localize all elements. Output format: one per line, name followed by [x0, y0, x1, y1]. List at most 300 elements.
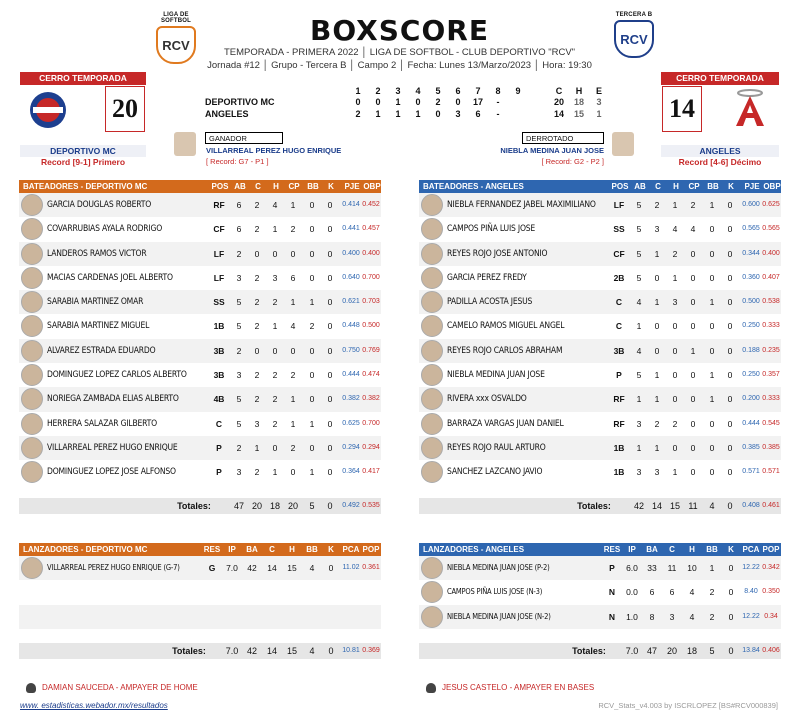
stat-cell: 0 — [709, 224, 715, 235]
stat-cell: 3 — [272, 272, 278, 283]
stat-cell: 2 — [309, 321, 315, 332]
stat-cell: LF — [213, 272, 225, 283]
stat-cell: 0 — [654, 272, 660, 283]
column-header: PJE — [744, 182, 760, 191]
stat-cell: 5 — [236, 297, 242, 308]
table-row — [419, 217, 781, 241]
stat-cell: 0.750 — [342, 346, 360, 354]
stat-cell: 0 — [327, 467, 333, 478]
stat-cell: 0 — [290, 345, 296, 356]
stat-cell: SS — [613, 224, 625, 235]
winner-name: VILLARREAL PEREZ HUGO ENRIQUE — [206, 146, 342, 155]
stat-cell: 6 — [649, 587, 655, 598]
totals-cell: 7.0 — [625, 646, 639, 656]
stat-cell: 0.452 — [362, 201, 380, 208]
stat-cell: 1B — [213, 321, 225, 332]
stat-cell: 0 — [672, 370, 678, 381]
stat-cell: 0 — [727, 467, 733, 478]
inning-runs: 1 — [375, 109, 381, 119]
stat-cell: 1 — [272, 321, 278, 332]
stat-cell: 0.545 — [762, 419, 780, 427]
totals-cell: 0.492 — [342, 502, 360, 509]
stat-cell: 0.769 — [362, 346, 380, 354]
stat-cell: LF — [613, 200, 625, 210]
stat-cell: 7.0 — [226, 563, 238, 573]
stat-cell: 0.571 — [762, 468, 780, 476]
player-name: SARABIA MARTINEZ MIGUEL — [47, 321, 150, 332]
stat-cell: 0.621 — [342, 298, 360, 306]
column-header: BB — [706, 545, 718, 554]
stat-cell: 0 — [690, 442, 696, 453]
column-header: AB — [234, 182, 246, 191]
away-team-record: Record [4-6] Décimo — [678, 157, 762, 167]
stat-cell: 5 — [236, 321, 242, 332]
pitcher-name: NIEBLA MEDINA JUAN JOSE (P-2) — [447, 563, 550, 572]
stat-cell: 1 — [290, 418, 296, 429]
stat-cell: 3B — [213, 345, 225, 356]
stat-cell: 0 — [290, 248, 296, 259]
player-name: ALVAREZ ESTRADA EDUARDO — [47, 345, 156, 356]
inning-runs: - — [496, 109, 500, 119]
stat-cell: 0 — [327, 200, 333, 210]
totals-cell: 18 — [686, 646, 697, 656]
stat-cell: 0.400 — [362, 249, 380, 257]
totals-label: Totales: — [577, 501, 611, 511]
stat-cell: 3 — [254, 418, 260, 429]
stat-cell: 0.417 — [362, 468, 380, 476]
stat-cell: 0 — [728, 587, 734, 598]
player-name: GARCIA PEREZ FREDY — [447, 272, 527, 283]
stat-cell: 1 — [636, 394, 642, 405]
pitcher-name: VILLARREAL PEREZ HUGO ENRIQUE (G-7) — [47, 563, 180, 572]
player-avatar — [421, 413, 443, 435]
stat-cell: 0.448 — [342, 322, 360, 330]
stat-cell: 0.500 — [742, 298, 760, 306]
table-row — [19, 193, 381, 217]
stat-cell: 0 — [309, 272, 315, 283]
player-avatar — [21, 437, 43, 459]
stat-cell: 0 — [327, 345, 333, 356]
totals-cell: 13.84 — [742, 647, 760, 654]
stat-cell: 2 — [290, 224, 296, 235]
table-title: BATEADORES - ANGELES — [423, 182, 524, 191]
column-header: PCA — [742, 545, 760, 554]
table-title: LANZADORES - DEPORTIVO MC — [23, 545, 148, 554]
stat-cell: 4 — [272, 200, 278, 210]
stat-cell: P — [609, 563, 615, 573]
empty-row — [19, 580, 381, 604]
column-header: IP — [628, 545, 636, 554]
player-avatar — [421, 243, 443, 265]
stat-cell: 0 — [309, 200, 315, 210]
player-name: SANCHEZ LAZCANO JAVIO — [447, 467, 543, 478]
stat-cell: 1 — [654, 442, 660, 453]
stat-cell: 0 — [290, 467, 296, 478]
stat-cell: 1 — [254, 442, 260, 453]
player-avatar — [21, 291, 43, 313]
player-avatar — [421, 606, 443, 628]
stat-cell: 1 — [290, 297, 296, 308]
inning-header: 3 — [395, 86, 401, 96]
player-avatar — [21, 218, 43, 240]
player-avatar — [421, 218, 443, 240]
away-score: 14 — [662, 86, 702, 132]
linescore-c: 14 — [553, 109, 564, 119]
stat-cell: 10 — [687, 563, 697, 573]
stat-cell: 1 — [309, 418, 315, 429]
inning-runs: 1 — [415, 109, 421, 119]
stat-cell: 2 — [672, 418, 678, 429]
totals-cell: 0.461 — [762, 502, 780, 509]
column-header: K — [328, 182, 334, 191]
stat-cell: 1 — [672, 200, 678, 210]
stat-cell: 6 — [236, 200, 242, 210]
inning-runs: 0 — [415, 97, 421, 107]
results-link[interactable]: www. estadisticas.webador.mx/resultados — [20, 701, 168, 710]
totals-cell: 0.535 — [362, 502, 380, 509]
totals-cell: 14 — [266, 646, 277, 656]
loser-photo — [612, 132, 634, 156]
player-avatar — [421, 194, 443, 216]
stat-cell: 2 — [254, 321, 260, 332]
stat-cell: 0.400 — [762, 249, 780, 257]
stat-cell: 0 — [254, 345, 260, 356]
stat-cell: LF — [213, 248, 225, 259]
totals-cell: 15 — [286, 646, 297, 656]
player-name: DOMINGUEZ LOPEZ CARLOS ALBERTO — [47, 370, 187, 381]
totals-cell: 0.406 — [762, 647, 780, 654]
stat-cell: 5 — [636, 272, 642, 283]
stat-cell: 0.385 — [742, 443, 760, 451]
stat-cell: 1.0 — [626, 611, 638, 622]
stat-cell: 2B — [613, 272, 625, 283]
column-header: POS — [211, 182, 229, 191]
table-row — [419, 242, 781, 266]
totals-label: Totales: — [177, 501, 211, 511]
table-header — [419, 543, 781, 556]
stat-cell: 0 — [309, 224, 315, 235]
stat-cell: 0 — [690, 321, 696, 332]
stat-cell: 0 — [309, 394, 315, 405]
stat-cell: 0 — [709, 272, 715, 283]
stat-cell: 0 — [690, 418, 696, 429]
stat-cell: 0 — [327, 321, 333, 332]
stat-cell: 0.700 — [362, 273, 380, 281]
totals-row — [419, 643, 781, 659]
stat-cell: 8 — [649, 611, 655, 622]
column-header: RES — [603, 545, 621, 554]
stat-cell: 1 — [272, 467, 278, 478]
inning-header: 6 — [455, 86, 461, 96]
stat-cell: 1 — [272, 224, 278, 235]
player-avatar — [21, 194, 43, 216]
column-header: PCA — [342, 545, 360, 554]
season-info: TEMPORADA - PRIMERA 2022 │ LIGA DE SOFTBOL - CLUB DEPORTIVO "RCV" — [223, 47, 576, 58]
stat-cell: 2 — [272, 394, 278, 405]
linescore-c: 20 — [553, 97, 564, 107]
stat-cell: SS — [213, 297, 225, 308]
column-header: BA — [646, 545, 658, 554]
stat-cell: 0 — [709, 248, 715, 259]
stat-cell: 2 — [254, 272, 260, 283]
totals-cell: 7.0 — [225, 646, 239, 656]
stat-cell: 3B — [613, 345, 625, 356]
player-avatar — [421, 581, 443, 603]
player-avatar — [421, 437, 443, 459]
inning-runs: 1 — [395, 97, 401, 107]
stat-cell: RF — [213, 200, 225, 210]
inning-runs: 6 — [475, 109, 481, 119]
column-header: RES — [203, 545, 221, 554]
stat-cell: CF — [213, 224, 225, 235]
stat-cell: 2 — [290, 442, 296, 453]
away-team-name: ANGELES — [661, 145, 779, 157]
stat-cell: 2 — [254, 370, 260, 381]
stat-cell: C — [615, 297, 623, 308]
column-header: IP — [228, 545, 236, 554]
column-header: POP — [362, 545, 380, 554]
stat-cell: 5 — [636, 200, 642, 210]
stat-cell: P — [216, 467, 222, 478]
stat-cell: 0 — [709, 418, 715, 429]
stat-cell: 1B — [613, 442, 625, 453]
stat-cell: 0 — [727, 394, 733, 405]
stat-cell: 14 — [267, 563, 277, 573]
column-header: CP — [688, 182, 700, 191]
stat-cell: 0.565 — [762, 225, 780, 233]
stat-cell: 0.700 — [362, 419, 380, 427]
stat-cell: 6 — [290, 272, 296, 283]
stat-cell: 0 — [327, 394, 333, 405]
stat-cell: 0 — [309, 370, 315, 381]
stat-cell: 0.640 — [342, 273, 360, 281]
stat-cell: 0 — [727, 345, 733, 356]
stat-cell: 0 — [309, 442, 315, 453]
loser-label: DERROTADO — [522, 132, 604, 144]
player-avatar — [21, 557, 43, 579]
stat-cell: 2 — [236, 442, 242, 453]
stat-cell: 1 — [636, 321, 642, 332]
column-header: K — [328, 545, 334, 554]
player-avatar — [21, 315, 43, 337]
table-row — [19, 314, 381, 338]
inning-runs: - — [496, 97, 500, 107]
column-header: C — [269, 545, 275, 554]
stat-cell: 4B — [213, 394, 225, 405]
loser-name: NIEBLA MEDINA JUAN JOSE — [500, 146, 604, 155]
stat-cell: 0 — [327, 418, 333, 429]
stat-cell: 0 — [727, 442, 733, 453]
stat-cell: 4 — [672, 224, 678, 235]
column-header: H — [273, 182, 279, 191]
winner-record: [ Record: G7 - P1 ] — [206, 157, 269, 166]
table-title: BATEADORES - DEPORTIVO MC — [23, 182, 148, 191]
column-header: BB — [707, 182, 719, 191]
column-header: C — [655, 182, 661, 191]
totals-row — [19, 643, 381, 659]
stat-cell: 1 — [690, 345, 696, 356]
column-header: BA — [246, 545, 258, 554]
inning-header: 7 — [475, 86, 481, 96]
totals-cell: 47 — [233, 501, 244, 511]
table-row — [19, 556, 381, 580]
player-name: GARCIA DOUGLAS ROBERTO — [47, 200, 152, 210]
stat-cell: 4 — [290, 321, 296, 332]
stat-cell: 0.474 — [362, 371, 380, 379]
league-logo: LIGA DE SOFTBOL RCV — [148, 12, 204, 64]
inning-header: H — [575, 86, 583, 96]
linescore-e: 3 — [596, 97, 602, 107]
player-name: SARABIA MARTINEZ OMAR — [47, 297, 144, 308]
stat-cell: 1 — [290, 394, 296, 405]
inning-runs: 2 — [435, 97, 441, 107]
inning-runs: 3 — [455, 109, 461, 119]
stat-cell: 0.385 — [762, 443, 780, 451]
stat-cell: 0.364 — [342, 468, 360, 476]
stat-cell: 2 — [272, 418, 278, 429]
stat-cell: 0 — [709, 442, 715, 453]
player-avatar — [421, 340, 443, 362]
stat-cell: 2 — [290, 370, 296, 381]
totals-cell: 0 — [727, 501, 733, 511]
stat-cell: C — [615, 321, 623, 332]
stat-cell: 0 — [709, 345, 715, 356]
column-header: CP — [288, 182, 300, 191]
totals-cell: 18 — [269, 501, 280, 511]
stat-cell: 0.382 — [342, 395, 360, 403]
column-header: H — [673, 182, 679, 191]
stat-cell: 5 — [636, 224, 642, 235]
totals-cell: 4 — [709, 501, 715, 511]
stat-cell: 0 — [654, 345, 660, 356]
stat-cell: 2 — [709, 587, 715, 598]
stat-cell: 3 — [672, 297, 678, 308]
stat-cell: 5 — [236, 394, 242, 405]
totals-label: Totales: — [172, 646, 206, 656]
column-header: K — [728, 182, 734, 191]
stat-cell: 0.625 — [762, 201, 780, 208]
player-name: CAMPOS PIÑA LUIS JOSE — [447, 224, 536, 235]
inning-header: 4 — [415, 86, 421, 96]
stat-cell: 0.0 — [626, 587, 638, 598]
stat-cell: 0 — [672, 394, 678, 405]
stat-cell: 0.333 — [762, 322, 780, 330]
stat-cell: 1 — [654, 370, 660, 381]
table-row — [419, 363, 781, 387]
stat-cell: 0.360 — [742, 273, 760, 281]
game-info: Jornada #12 │ Grupo - Tercera B │ Campo 2 │ Fecha: Lunes 13/Marzo/2023 │ Hora: 19:30 — [207, 60, 592, 71]
stat-cell: 0.250 — [742, 371, 760, 379]
umpire-icon — [426, 683, 436, 693]
table-row — [419, 266, 781, 290]
stat-cell: 5 — [236, 418, 242, 429]
stat-cell: 0 — [672, 321, 678, 332]
inning-runs: 0 — [455, 97, 461, 107]
stat-cell: 0 — [727, 370, 733, 381]
player-avatar — [421, 364, 443, 386]
winner-photo — [174, 132, 196, 156]
inning-header: 9 — [515, 86, 521, 96]
stat-cell: 1 — [709, 394, 715, 405]
stat-cell: 0 — [327, 272, 333, 283]
stat-cell: 3 — [236, 272, 242, 283]
rcv-shield-icon: RCV — [156, 26, 196, 64]
stat-cell: 3 — [236, 467, 242, 478]
stat-cell: 0.441 — [342, 225, 360, 233]
inning-header: 5 — [435, 86, 441, 96]
totals-cell: 42 — [633, 501, 644, 511]
stat-cell: 3 — [669, 611, 675, 622]
stat-cell: 0 — [690, 272, 696, 283]
table-header — [19, 180, 381, 193]
stat-cell: 2 — [690, 200, 696, 210]
inning-runs: 0 — [375, 97, 381, 107]
column-header: AB — [634, 182, 646, 191]
stat-cell: RF — [613, 418, 625, 429]
stat-cell: 0.625 — [342, 419, 360, 427]
stat-cell: 1 — [290, 200, 296, 210]
stat-cell: 0.34 — [764, 612, 778, 620]
player-avatar — [21, 267, 43, 289]
stat-cell: 2 — [236, 345, 242, 356]
stat-cell: 1 — [654, 394, 660, 405]
table-row — [19, 412, 381, 436]
stat-cell: 0 — [690, 394, 696, 405]
table-row — [19, 436, 381, 460]
stat-cell: 0.703 — [362, 298, 380, 306]
column-header: K — [728, 545, 734, 554]
inning-runs: 2 — [355, 109, 361, 119]
table-row — [19, 242, 381, 266]
stat-cell: 0.444 — [342, 371, 360, 379]
stat-cell: 0 — [727, 297, 733, 308]
column-header: OBP — [363, 182, 381, 191]
stat-cell: 1 — [672, 272, 678, 283]
stat-cell: N — [608, 611, 616, 622]
totals-label: Totales: — [572, 646, 606, 656]
totals-cell: 0 — [728, 646, 734, 656]
table-row — [19, 460, 381, 484]
table-body — [419, 556, 781, 629]
version-text: RCV_Stats_v4.003 by ISCRLOPEZ [BS#RCV000839] — [598, 701, 778, 710]
stat-cell: 6 — [236, 224, 242, 235]
totals-cell: 5 — [309, 501, 315, 511]
home-season-bar: CERRO TEMPORADA — [20, 72, 146, 85]
stat-cell: 1 — [709, 297, 715, 308]
inning-header: 8 — [495, 86, 501, 96]
table-body — [19, 193, 381, 485]
stat-cell: 0.361 — [362, 564, 380, 571]
stat-cell: 1 — [709, 370, 715, 381]
player-name: MACIAS CARDENAS JOEL ALBERTO — [47, 272, 173, 283]
player-avatar — [421, 388, 443, 410]
totals-cell: 20 — [666, 646, 677, 656]
umpire-icon — [26, 683, 36, 693]
batting-table-home — [19, 180, 381, 511]
stat-cell: 0 — [327, 370, 333, 381]
stat-cell: 0 — [709, 467, 715, 478]
home-team-record: Record [9-1] Primero — [40, 157, 126, 167]
stat-cell: 5 — [636, 370, 642, 381]
stat-cell: P — [216, 442, 222, 453]
player-avatar — [21, 364, 43, 386]
stat-cell: 0.457 — [362, 225, 380, 233]
stat-cell: 0 — [727, 224, 733, 235]
player-name: DOMINGUEZ LOPEZ JOSE ALFONSO — [47, 467, 176, 478]
away-season-bar: CERRO TEMPORADA — [661, 72, 779, 85]
inning-runs: 1 — [395, 109, 401, 119]
stat-cell: 4 — [636, 297, 642, 308]
